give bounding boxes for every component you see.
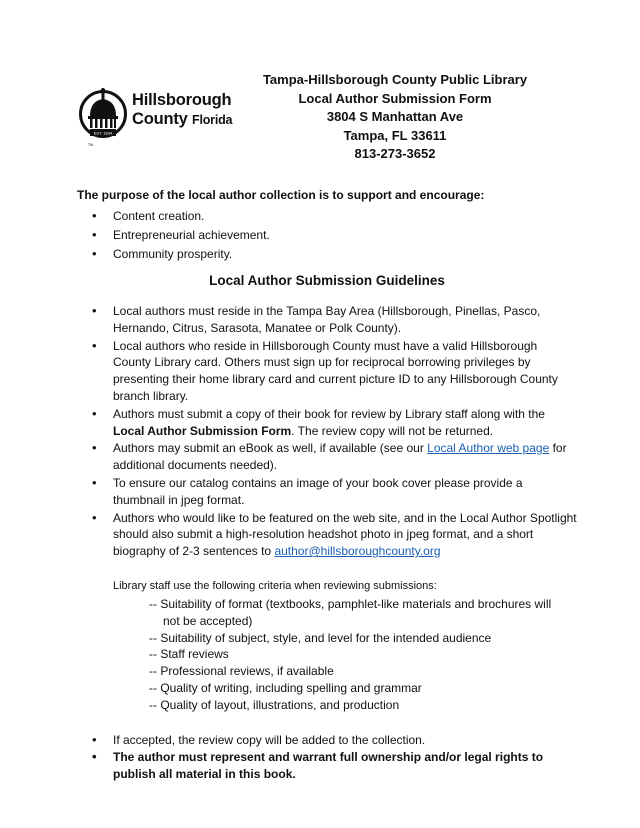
logo-name-line1: Hillsborough [132, 91, 232, 109]
criteria-intro: Library staff use the following criteria when reviewing submissions: [113, 579, 437, 592]
logo-state: Florida [192, 113, 233, 127]
list-item [77, 510, 577, 560]
courthouse-dome-icon [78, 82, 128, 150]
svg-text:EST. 1834: EST. 1834 [93, 130, 113, 136]
purpose-list [77, 208, 577, 263]
list-item: • If accepted, the review copy will be added to the collection. [77, 732, 577, 749]
criteria-item: -- Professional reviews, if available [149, 664, 334, 679]
list-item: • To ensure our catalog contains an image of your book cover please provide a thumbnail in jpeg format. [77, 475, 577, 509]
item-text: Authors who would like to be featured on the web site, and in the Local Author Spotlight should also submit a high-resolution headshot photo in jpeg format, and a short biography of 2-3 sentences to [113, 510, 577, 559]
list-item: • Local authors must reside in the Tampa Bay Area (Hillsborough, Pinellas, Pasco, Hernando, Citrus, Sarasota, Manatee or Polk County). [77, 303, 577, 337]
purpose-intro: The purpose of the local author collection is to support and encourage: [77, 188, 485, 202]
list-item: • Content creation. [77, 208, 577, 225]
item-text: . The review copy will not be returned. [291, 423, 494, 438]
criteria-list [77, 596, 577, 714]
logo-county: County [132, 110, 188, 128]
criteria-item: -- Staff reviews [149, 647, 229, 662]
criteria-item: -- Suitability of subject, style, and level for the intended audience [149, 630, 492, 645]
list-item: • Entrepreneurial achievement. [77, 227, 577, 244]
header-form-title: Local Author Submission Form [298, 90, 492, 106]
ownership-statement: • The author must represent and warrant full ownership and/or legal rights to publish all material in this book. [77, 749, 577, 783]
library-header [240, 71, 550, 164]
item-text: Authors may submit an eBook as well, if available (see our [113, 441, 428, 456]
author-email-link[interactable]: author@hillsboroughcounty.org [274, 544, 441, 559]
final-list [77, 732, 577, 783]
list-item: • Community prosperity. [77, 246, 577, 263]
logo-name-line2 [132, 110, 232, 129]
hillsborough-county-logo [78, 82, 238, 154]
svg-text:TM: TM [88, 143, 94, 147]
document-body [77, 187, 577, 784]
guidelines-heading: Local Author Submission Guidelines [209, 273, 445, 289]
header-library-name: Tampa-Hillsborough County Public Library [262, 72, 528, 87]
header-address: 3804 S Manhattan Ave [326, 109, 464, 124]
form-name: Local Author Submission Form [113, 423, 292, 438]
header-phone: 813-273-3652 [354, 146, 436, 161]
header-city: Tampa, FL 33611 [343, 127, 447, 143]
list-item [77, 406, 577, 440]
list-item: • Local authors who reside in Hillsborough County must have a valid Hillsborough County Library card. Others must sign up for reciprocal borrowing privileges by presenting their home library card and current picture ID to any Hillsborough County branch library. [77, 338, 577, 405]
criteria-item: -- Quality of writing, including spelling and grammar [149, 680, 422, 695]
local-author-page-link[interactable]: Local Author web page [427, 441, 550, 456]
criteria-item: -- Quality of layout, illustrations, and production [149, 697, 400, 712]
item-text: for additional documents needed). [113, 441, 567, 473]
item-text: Authors must submit a copy of their book for review by Library staff along with the [113, 406, 545, 421]
guidelines-list [77, 303, 577, 560]
criteria-item-continued: not be accepted) [163, 613, 253, 628]
list-item [77, 440, 577, 474]
criteria-item: -- Suitability of format (textbooks, pamphlet-like materials and brochures will [149, 596, 552, 611]
